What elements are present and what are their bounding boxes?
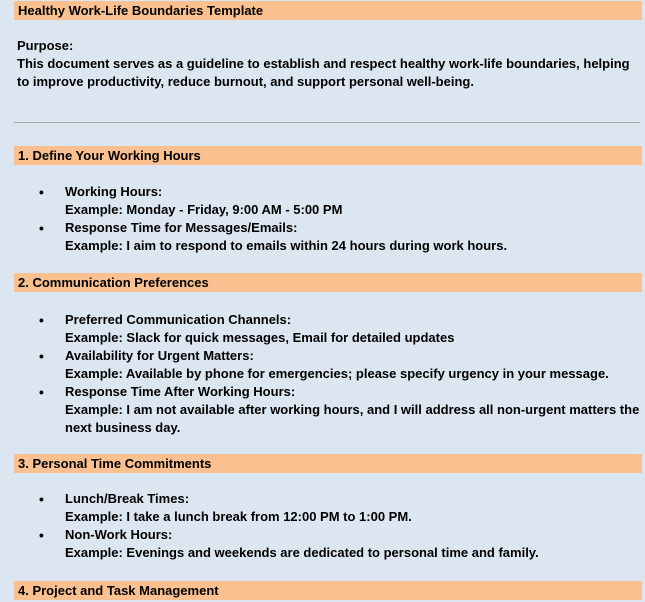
item-example: Example: I aim to respond to emails within 24 hours during work hours. [65, 238, 508, 253]
purpose-heading: Purpose: [17, 38, 74, 53]
item-example: Example: Evenings and weekends are dedicated to personal time and family. [65, 545, 539, 560]
list-item [0, 347, 640, 383]
bullet-icon: • [39, 220, 44, 236]
list-item [0, 311, 640, 347]
section-heading: 1. Define Your Working Hours [14, 146, 642, 165]
bullet-icon: • [39, 491, 44, 507]
item-label: Non-Work Hours: [65, 527, 173, 542]
divider [14, 122, 640, 123]
bullet-icon: • [39, 184, 44, 200]
bullet-icon: • [39, 312, 44, 328]
item-label: Response Time for Messages/Emails: [65, 220, 298, 235]
item-label: Preferred Communication Channels: [65, 312, 292, 327]
item-example: Example: Monday - Friday, 9:00 AM - 5:00 PM [65, 202, 343, 217]
section-heading: 2. Communication Preferences [14, 273, 642, 292]
section-heading: 4. Project and Task Management [14, 581, 642, 600]
item-example: Example: I am not available after working hours, and I will address all non-urgent matters the next business day. [65, 402, 640, 435]
bullet-icon: • [39, 527, 44, 543]
bullet-icon: • [39, 384, 44, 400]
bullet-icon: • [39, 348, 44, 364]
list-item [0, 490, 640, 526]
item-label: Lunch/Break Times: [65, 491, 190, 506]
item-example: Example: I take a lunch break from 12:00 PM to 1:00 PM. [65, 509, 412, 524]
item-label: Availability for Urgent Matters: [65, 348, 254, 363]
list-item [0, 383, 640, 437]
bullet-list [0, 183, 640, 255]
section-heading: 3. Personal Time Commitments [14, 454, 642, 473]
item-label: Working Hours: [65, 184, 163, 199]
bullet-list [0, 311, 640, 437]
bullet-list [0, 490, 640, 562]
item-example: Example: Slack for quick messages, Email for detailed updates [65, 330, 455, 345]
document-title: Healthy Work-Life Boundaries Template [14, 1, 642, 20]
purpose-text: This document serves as a guideline to establish and respect healthy work-life boundaries, helping to improve productivity, reduce burnout, and support personal well-being. [17, 56, 630, 89]
item-example: Example: Available by phone for emergencies; please specify urgency in your message. [65, 366, 609, 381]
item-label: Response Time After Working Hours: [65, 384, 296, 399]
list-item [0, 183, 640, 219]
list-item [0, 219, 640, 255]
list-item [0, 526, 640, 562]
